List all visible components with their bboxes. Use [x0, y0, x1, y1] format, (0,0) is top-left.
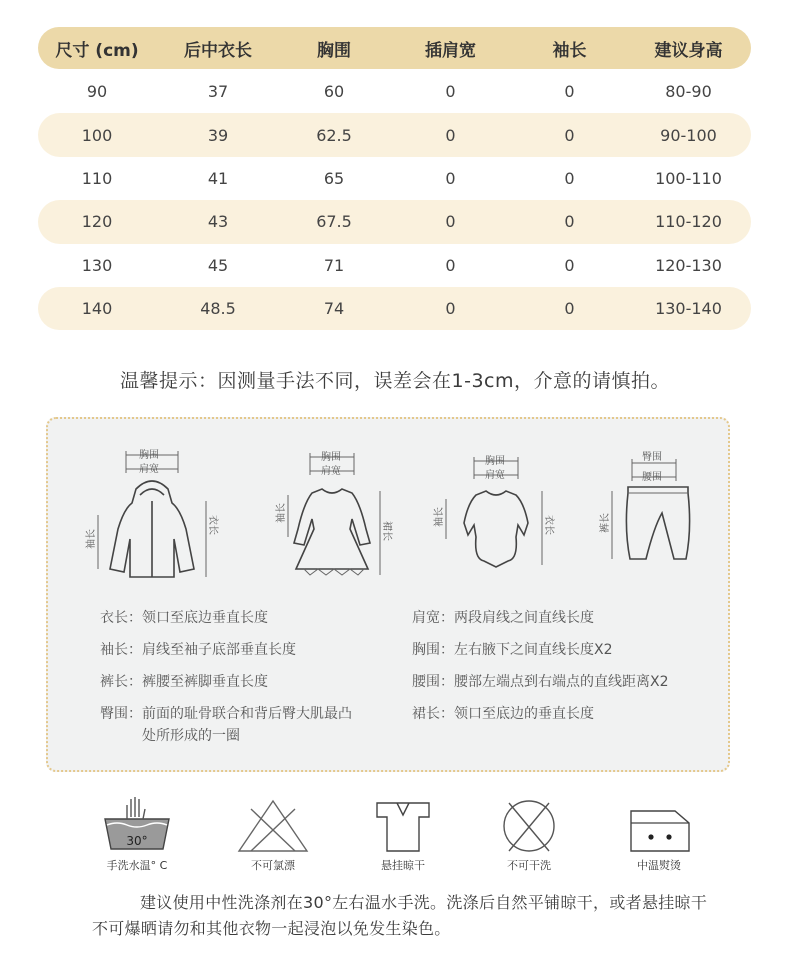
cell-height: 100-110	[655, 168, 722, 188]
cell-size: 90	[86, 82, 108, 102]
cell-chest: 65	[323, 168, 345, 188]
measurement-guide	[46, 417, 730, 772]
cell-sleeve: 0	[564, 82, 575, 102]
header-shoulder: 插肩宽	[425, 40, 476, 61]
cell-height: 120-130	[655, 255, 722, 275]
cell-chest: 60	[323, 82, 345, 102]
measurement-tip: 温馨提示：因测量手法不同，误差会在1-3cm，介意的请慎拍。	[120, 370, 670, 392]
cell-length: 43	[207, 212, 229, 232]
cell-shoulder: 0	[445, 255, 456, 275]
cell-shoulder: 0	[445, 212, 456, 232]
definition-item: 胸围： 左右腋下之间直线长度X2	[412, 642, 613, 658]
size-table	[38, 27, 751, 330]
definition-item: 肩宽： 两段肩线之间直线长度	[412, 610, 594, 626]
cell-size: 130	[81, 255, 113, 275]
table-row	[38, 70, 751, 113]
cell-length: 41	[207, 168, 229, 188]
romper-sleeve-label: 袖长	[434, 507, 445, 527]
care-label: 手洗水温° C	[106, 859, 168, 872]
cell-length: 45	[207, 255, 229, 275]
dress-figure	[274, 450, 393, 575]
jacket-length-label: 衣长	[207, 515, 218, 535]
cell-height: 130-140	[655, 299, 722, 319]
svg-text:30°: 30°	[126, 834, 148, 848]
cell-height: 110-120	[655, 212, 722, 232]
cell-length: 37	[207, 82, 229, 102]
header-sleeve: 袖长	[552, 40, 587, 61]
care-item	[604, 795, 714, 873]
table-row	[38, 113, 751, 156]
pants-hip-label: 臀围	[642, 452, 662, 463]
cell-size: 120	[81, 212, 113, 232]
cell-height: 90-100	[660, 125, 717, 145]
cell-size: 100	[81, 125, 113, 145]
cell-height: 80-90	[665, 82, 712, 102]
header-length: 后中衣长	[184, 40, 252, 61]
cell-length: 48.5	[200, 299, 236, 319]
pants-figure	[598, 451, 690, 559]
hand-wash-icon	[97, 795, 177, 855]
care-label: 不可干洗	[507, 859, 551, 872]
romper-length-label: 衣长	[543, 515, 554, 535]
cell-length: 39	[207, 125, 229, 145]
care-label: 不可氯漂	[251, 859, 295, 872]
jacket-figure	[84, 448, 220, 577]
care-item	[82, 795, 192, 873]
jacket-sleeve-label: 袖长	[86, 529, 97, 549]
cell-shoulder: 0	[445, 168, 456, 188]
care-item	[474, 795, 584, 873]
jacket-shoulder-label: 肩宽	[139, 464, 159, 475]
care-label: 悬挂晾干	[381, 859, 425, 872]
hang-dry-icon	[363, 795, 443, 855]
garment-figures	[48, 419, 732, 589]
romper-figure	[432, 454, 556, 567]
cell-chest: 62.5	[316, 125, 352, 145]
definition-item: 裤长： 裤腰至裤脚垂直长度	[100, 674, 268, 690]
dress-length-label: 裙长	[381, 521, 392, 541]
definition-item: 裙长： 领口至底边的垂直长度	[412, 706, 594, 722]
cell-sleeve: 0	[564, 168, 575, 188]
care-item	[218, 795, 328, 873]
definition-item: 袖长： 肩线至袖子底部垂直长度	[100, 642, 296, 658]
cell-sleeve: 0	[564, 212, 575, 232]
table-row	[38, 157, 751, 200]
care-label: 中温熨烫	[637, 859, 681, 872]
pants-waist-label: 腰围	[642, 472, 662, 483]
cell-chest: 71	[323, 255, 345, 275]
definition-item: 臀围： 前面的耻骨联合和背后臀大肌最凸处所形成的一圈	[100, 706, 352, 744]
cell-sleeve: 0	[564, 125, 575, 145]
table-row	[38, 200, 751, 243]
care-item	[348, 795, 458, 873]
cell-shoulder: 0	[445, 125, 456, 145]
care-instructions	[0, 795, 790, 885]
dress-sleeve-label: 袖长	[276, 503, 287, 523]
jacket-chest-label: 胸围	[139, 450, 159, 461]
cell-sleeve: 0	[564, 299, 575, 319]
romper-shoulder-label: 肩宽	[485, 470, 505, 481]
no-bleach-icon	[233, 795, 313, 855]
romper-chest-label: 胸围	[485, 456, 505, 467]
header-size: 尺寸 (cm)	[55, 40, 139, 61]
table-header	[38, 27, 751, 69]
dress-chest-label: 胸围	[321, 452, 341, 463]
definition-item: 衣长： 领口至底边垂直长度	[100, 610, 268, 626]
table-row	[38, 287, 751, 330]
cell-shoulder: 0	[445, 299, 456, 319]
dress-shoulder-label: 肩宽	[321, 466, 341, 477]
cell-shoulder: 0	[445, 82, 456, 102]
header-chest: 胸围	[317, 40, 351, 61]
cell-chest: 67.5	[316, 212, 352, 232]
cell-chest: 74	[323, 299, 345, 319]
medium-iron-icon	[619, 795, 699, 855]
cell-size: 140	[81, 299, 113, 319]
cell-size: 110	[81, 168, 113, 188]
header-height: 建议身高	[654, 40, 723, 61]
definition-item: 腰围： 腰部左端点到右端点的直线距离X2	[412, 674, 669, 690]
cell-sleeve: 0	[564, 255, 575, 275]
no-dry-clean-icon	[489, 795, 569, 855]
washing-note: 建议使用中性洗涤剂在30°左右温水手洗。洗涤后自然平铺晾干，或者悬挂晾干不可爆晒请勿和其他衣物一起浸泡以免发生染色。	[92, 893, 708, 938]
table-row	[38, 244, 751, 287]
pants-length-label: 裤长	[600, 513, 611, 533]
